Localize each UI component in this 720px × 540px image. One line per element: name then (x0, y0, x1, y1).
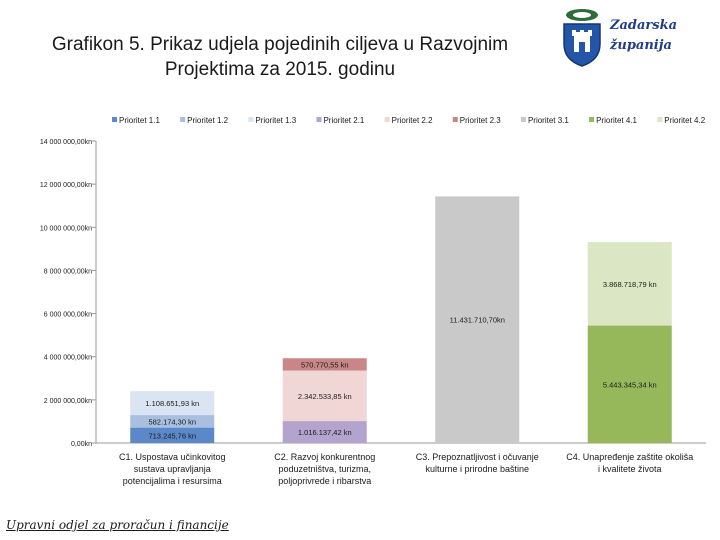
legend-swatch (453, 117, 458, 122)
chart-title-line-1: Grafikon 5. Prikaz udjela pojedinih ciljeva u Razvojnim (51, 34, 509, 55)
legend-swatch (316, 117, 321, 122)
legend-swatch (112, 117, 117, 122)
legend-item-label: Prioritet 4.2 (664, 116, 706, 125)
legend-swatch (248, 117, 253, 122)
y-tick-label: 0,00kn (70, 441, 92, 448)
chart-legend (112, 116, 706, 125)
bar-data-label: 1.016.137,42 kn (297, 428, 352, 438)
chart-title-line-2: Projektima za 2015. godinu (164, 59, 396, 80)
legend-item-label: Prioritet 3.1 (527, 116, 569, 125)
y-tick-label: 12 000 000,00kn (39, 182, 92, 190)
county-name-line-2: županija (610, 38, 672, 53)
y-tick-label: 4 000 000,00kn (43, 354, 92, 362)
x-category-label: C1. Uspostava učinkovitog (118, 452, 226, 462)
x-category-label: sustava upravljanja (133, 464, 211, 474)
county-name-line-1: Zadarska (610, 18, 678, 33)
x-category-label: poljoprivrede i ribarstva (278, 476, 372, 486)
x-category-label: poduzetništva, turizma, (278, 464, 372, 474)
bar-data-label: 713.245,76 kn (148, 431, 197, 441)
legend-swatch (385, 117, 390, 122)
bar-data-label: 11.431.710,70kn (449, 315, 505, 325)
legend-swatch (521, 117, 526, 122)
chart-bars (130, 196, 672, 443)
y-tick-label: 6 000 000,00kn (43, 311, 92, 319)
legend-item-label: Prioritet 2.3 (459, 116, 501, 125)
x-category-label: kulturne i prirodne baštine (425, 464, 530, 474)
chart-category-labels (119, 452, 693, 486)
bar-data-label: 570.770,55 kn (300, 360, 349, 370)
footer-department: Upravni odjel za proračun i financije (6, 518, 229, 532)
y-tick-label: 14 000 000,00kn (39, 139, 92, 146)
legend-item-label: Prioritet 2.1 (323, 116, 365, 125)
x-category-label: C2. Razvoj konkurentnog (274, 452, 376, 462)
legend-item-label: Prioritet 2.2 (391, 116, 433, 125)
x-category-label: C3. Prepoznatljivost i očuvanje (415, 452, 539, 462)
x-category-label: i kvalitete života (597, 464, 662, 474)
legend-swatch (657, 117, 662, 122)
legend-item-label: Prioritet 1.1 (119, 116, 160, 125)
bar-data-label: 3.868.718,79 kn (602, 279, 657, 289)
y-tick-label: 2 000 000,00kn (43, 397, 92, 405)
bar-data-label: 2.342.533,85 kn (297, 391, 352, 401)
bar-data-label: 582.174,30 kn (148, 417, 197, 427)
bar-data-label: 5.443.345,34 kn (602, 380, 657, 390)
bar-data-label: 1.108.651,93 kn (145, 399, 200, 409)
y-tick-label: 10 000 000,00kn (39, 225, 92, 233)
x-category-label: C4. Unapređenje zaštite okoliša (566, 452, 694, 462)
legend-swatch (180, 117, 185, 122)
legend-item-label: Prioritet 1.3 (255, 116, 297, 125)
y-tick-label: 8 000 000,00kn (43, 268, 92, 276)
legend-item-label: Prioritet 4.1 (596, 116, 638, 125)
legend-item-label: Prioritet 1.2 (187, 116, 229, 125)
x-category-label: potencijalima i resursima (122, 476, 222, 486)
legend-swatch (589, 117, 594, 122)
